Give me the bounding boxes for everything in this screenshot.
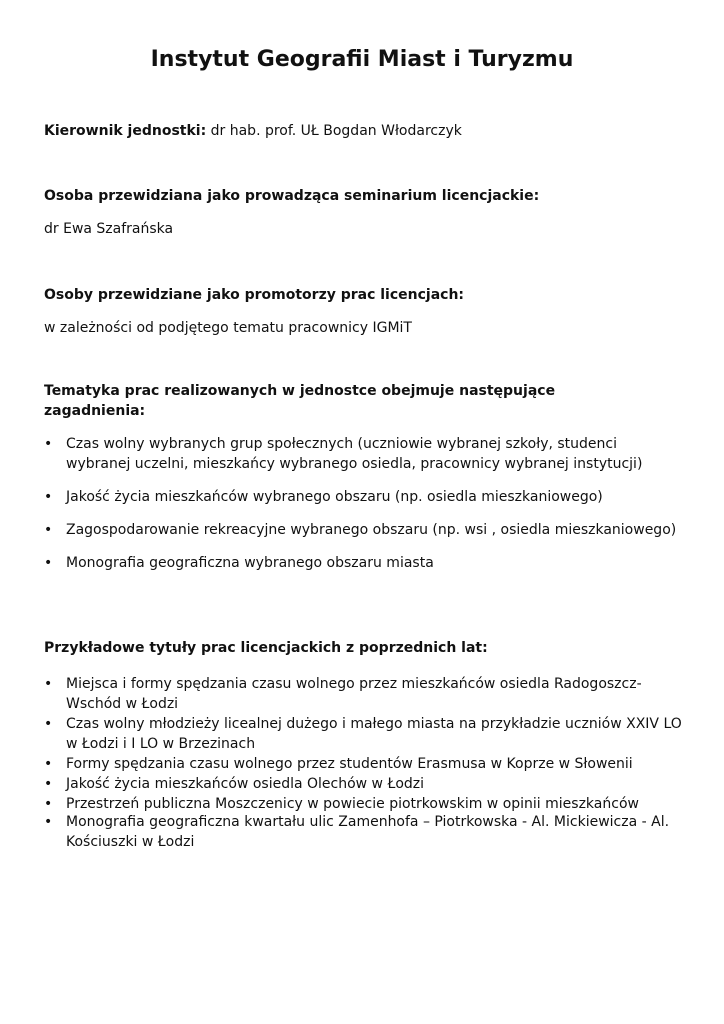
list-item: • Jakość życia mieszkańców osiedla Olechów w Łodzi (44, 774, 684, 794)
page-title: Instytut Geografii Miast i Turyzmu (150, 47, 574, 72)
list-item: • Czas wolny wybranych grup społecznych (uczniowie wybranej szkoły, studenci wybranej uczelni, mieszkańcy wybranego osiedla, pracownicy wybranej instytucji) (44, 434, 684, 474)
promoters-value: w zależności od podjętego tematu pracownicy IGMiT (44, 320, 412, 336)
list-item: • Monografia geograficzna kwartału ulic Zamenhofa – Piotrkowska - Al. Mickiewicza - Al. Kościuszki w Łodzi (44, 812, 684, 852)
promoters-heading: Osoby przewidziane jako promotorzy prac licencjach: (44, 287, 465, 303)
list-item: • Miejsca i formy spędzania czasu wolnego przez mieszkańców osiedla Radogoszcz-Wschód w Łodzi (44, 674, 684, 714)
seminar-value: dr Ewa Szafrańska (44, 221, 174, 237)
unit-head-label: Kierownik jednostki: (44, 123, 207, 139)
list-item: • Formy spędzania czasu wolnego przez studentów Erasmusa w Koprze w Słowenii (44, 754, 684, 774)
list-item: • Zagospodarowanie rekreacyjne wybranego obszaru (np. wsi , osiedla mieszkaniowego) (44, 520, 684, 540)
unit-head-value: dr hab. prof. UŁ Bogdan Włodarczyk (210, 123, 462, 139)
topics-list (44, 434, 684, 586)
seminar-heading: Osoba przewidziana jako prowadząca seminarium licencjackie: (44, 188, 540, 204)
list-item: • Przestrzeń publiczna Moszczenicy w powiecie piotrkowskim w opinii mieszkańców (44, 794, 684, 814)
list-item: • Czas wolny młodzieży licealnej dużego i małego miasta na przykładzie uczniów XXIV LO w Łodzi i I LO w Brzezinach (44, 714, 684, 754)
topics-heading: Tematyka prac realizowanych w jednostce obejmuje następujące zagadnienia: (44, 383, 556, 419)
list-item: • Monografia geograficzna wybranego obszaru miasta (44, 553, 684, 573)
examples-list (44, 674, 684, 814)
list-item: • Jakość życia mieszkańców wybranego obszaru (np. osiedla mieszkaniowego) (44, 487, 684, 507)
unit-head-line (44, 121, 462, 141)
examples-list-continued (44, 812, 684, 852)
examples-heading: Przykładowe tytuły prac licencjackich z poprzednich lat: (44, 640, 488, 656)
